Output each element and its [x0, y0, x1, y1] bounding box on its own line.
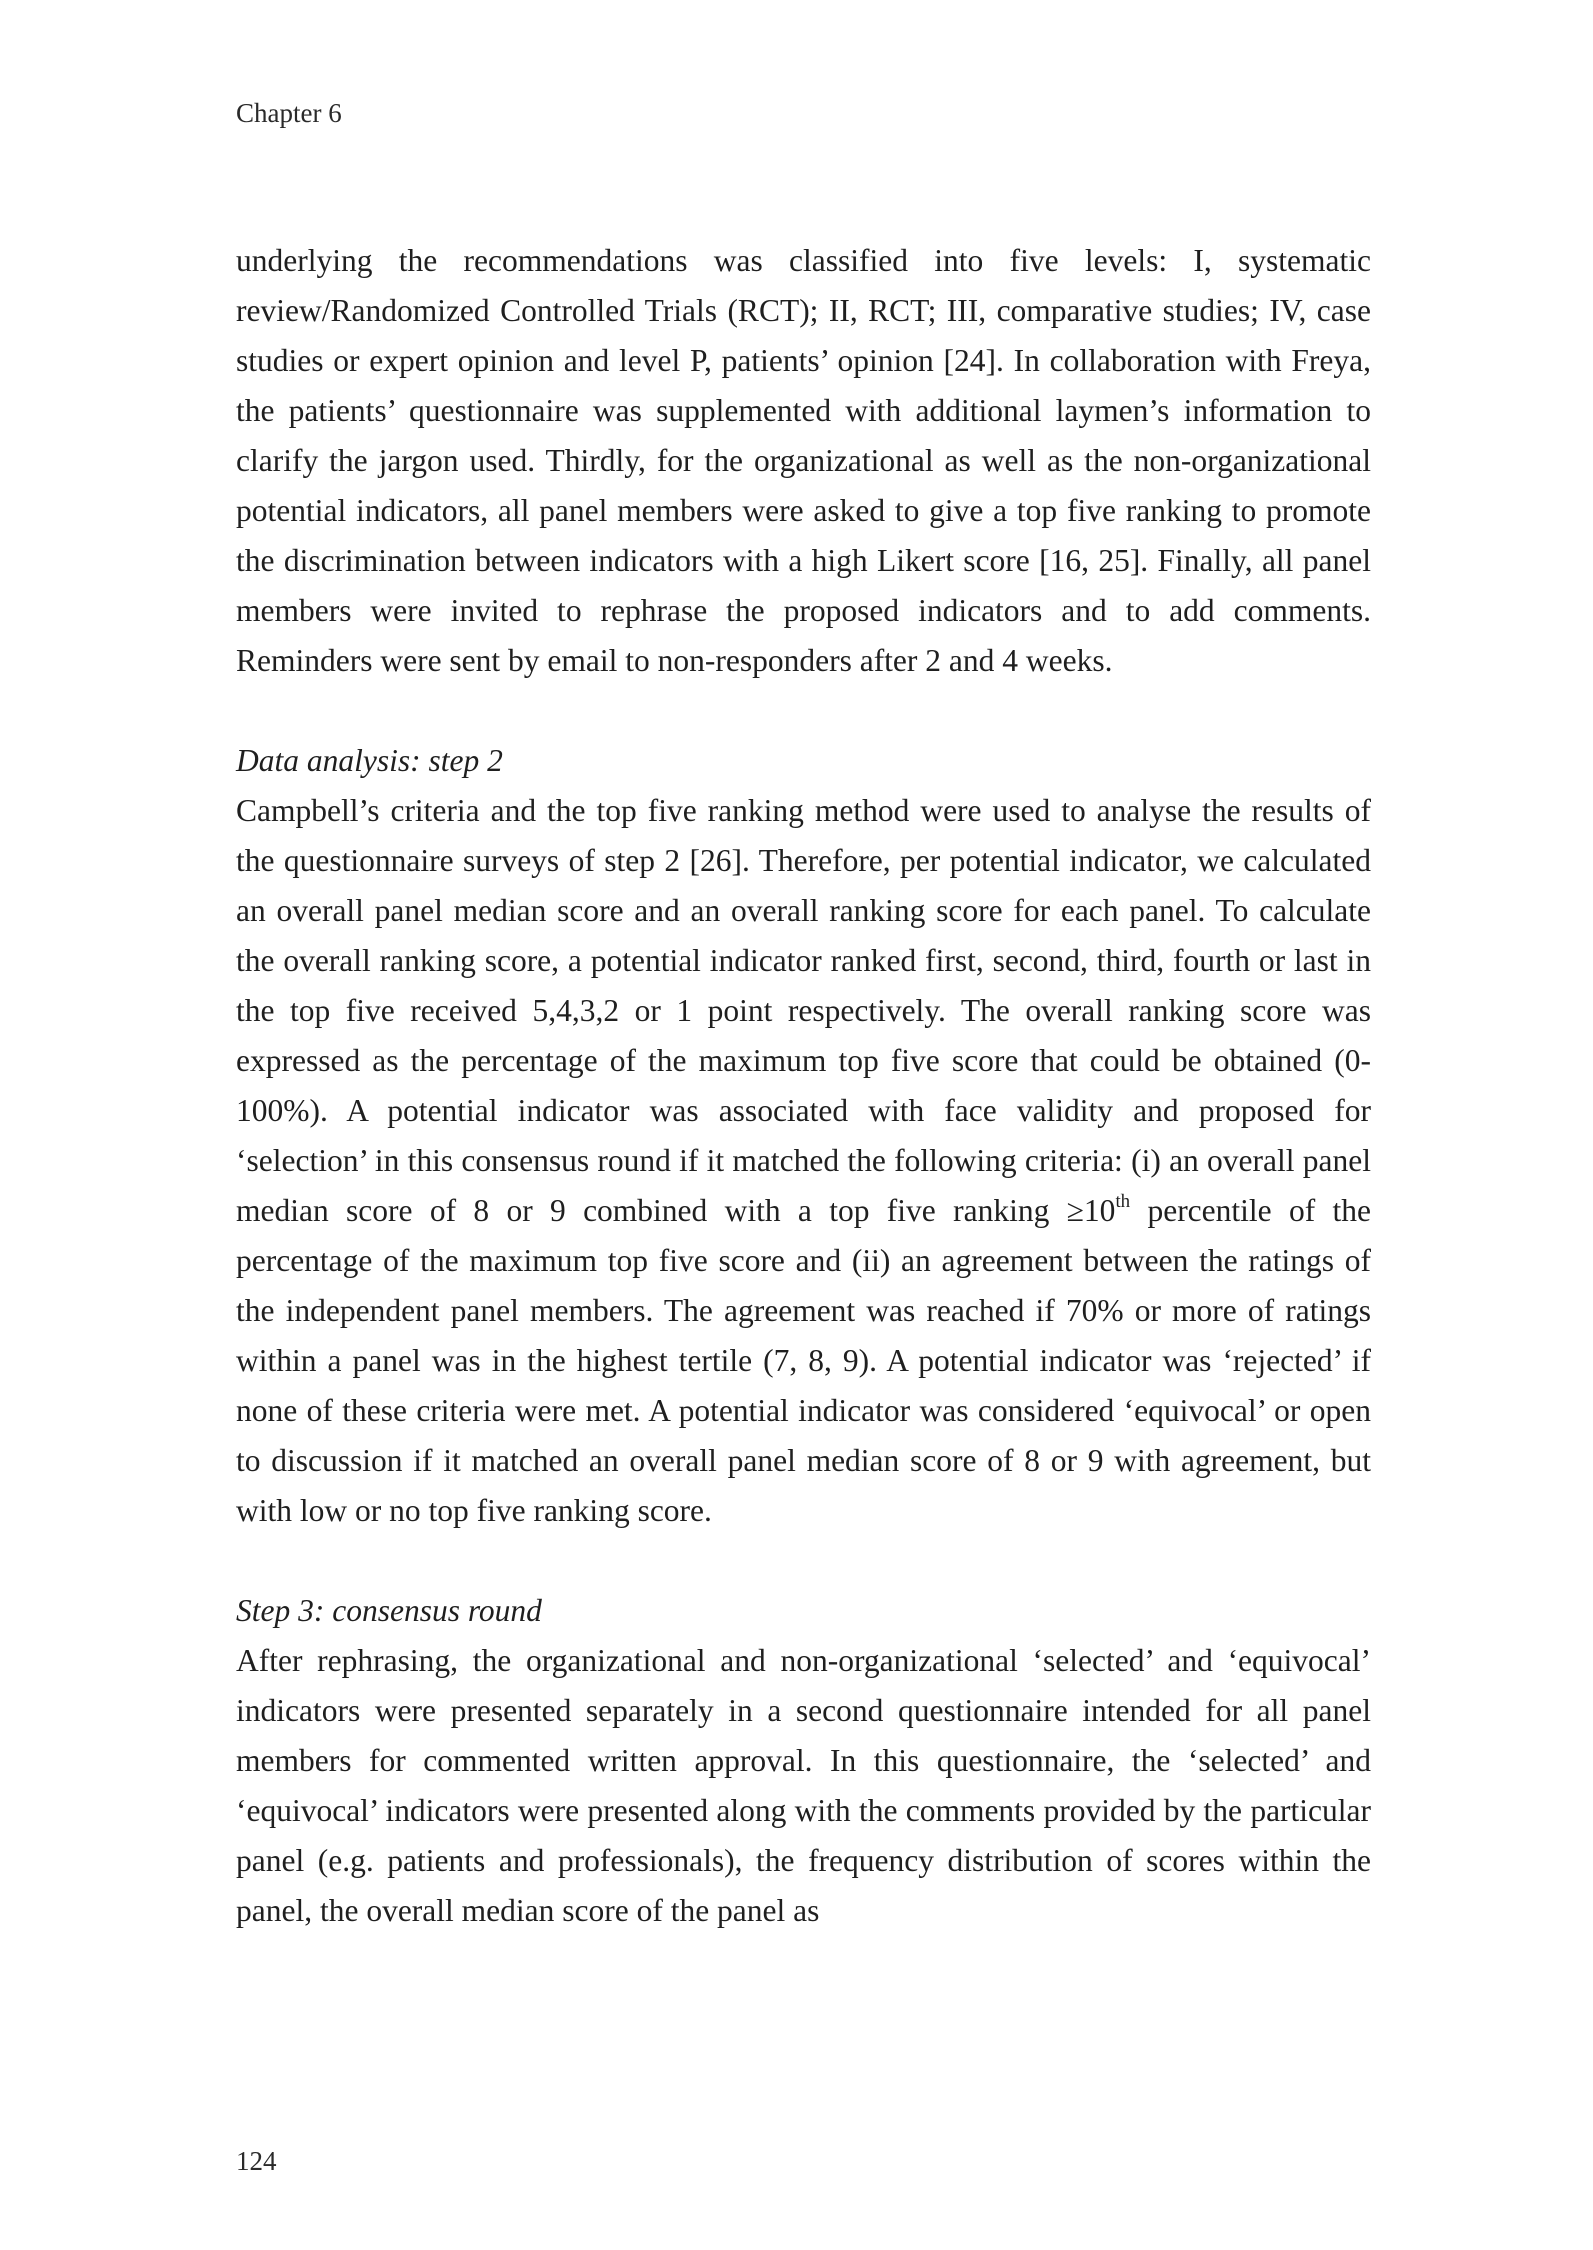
- paragraph-data-analysis: [236, 786, 1371, 1536]
- paragraph-consensus-round: After rephrasing, the organizational and non-organizational ‘selected’ and ‘equivocal’ indicators were presented separately in a second questionnaire intended for all panel members for commented written approval. In this questionnaire, the ‘selected’ and ‘equivocal’ indicators were presented along with the comments provided by the particular panel (e.g. patients and professionals), the frequency distribution of scores within the panel, the overall median score of the panel as: [236, 1643, 1371, 1928]
- section-heading-consensus-round: Step 3: consensus round: [236, 1593, 542, 1628]
- data-analysis-text-part-2: percentile of the percentage of the maximum top five score and (ii) an agreement between the ratings of the independent panel members. The agreement was reached if 70% or more of ratings within a panel was in the highest tertile (7, 8, 9). A potential indicator was ‘rejected’ if none of these criteria were met. A potential indicator was considered ‘equivocal’ or open to discussion if it matched an overall panel median score of 8 or 9 with agreement, but with low or no top five ranking score.: [236, 1193, 1371, 1528]
- main-text: [236, 236, 1371, 1936]
- paragraph-continued: underlying the recommendations was classified into five levels: I, systematic review/Randomized Controlled Trials (RCT); II, RCT; III, comparative studies; IV, case studies or expert opinion and level P, patients’ opinion [24]. In collaboration with Freya, the patients’ questionnaire was supplemented with additional laymen’s information to clarify the jargon used. Thirdly, for the organizational as well as the non-organizational potential indicators, all panel members were asked to give a top five ranking to promote the discrimination between indicators with a high Likert score [16, 25]. Finally, all panel members were invited to rephrase the proposed indicators and to add comments. Reminders were sent by email to non-responders after 2 and 4 weeks.: [236, 243, 1371, 678]
- ordinal-superscript: th: [1115, 1190, 1131, 1212]
- data-analysis-text-part-1: Campbell’s criteria and the top five ranking method were used to analyse the results of the questionnaire surveys of step 2 [26]. Therefore, per potential indicator, we calculated an overall panel median score and an overall ranking score for each panel. To calculate the overall ranking score, a potential indicator ranked first, second, third, fourth or last in the top five received 5,4,3,2 or 1 point respectively. The overall ranking score was expressed as the percentage of the maximum top five score that could be obtained (0-100%). A potential indicator was associated with face validity and proposed for ‘selection’ in this consensus round if it matched the following criteria: (i) an overall panel median score of 8 or 9 combined with a top five ranking ≥10: [236, 793, 1371, 1228]
- running-head: Chapter 6: [236, 98, 342, 128]
- page-number: 124: [236, 2146, 277, 2176]
- section-heading-data-analysis: Data analysis: step 2: [236, 743, 503, 778]
